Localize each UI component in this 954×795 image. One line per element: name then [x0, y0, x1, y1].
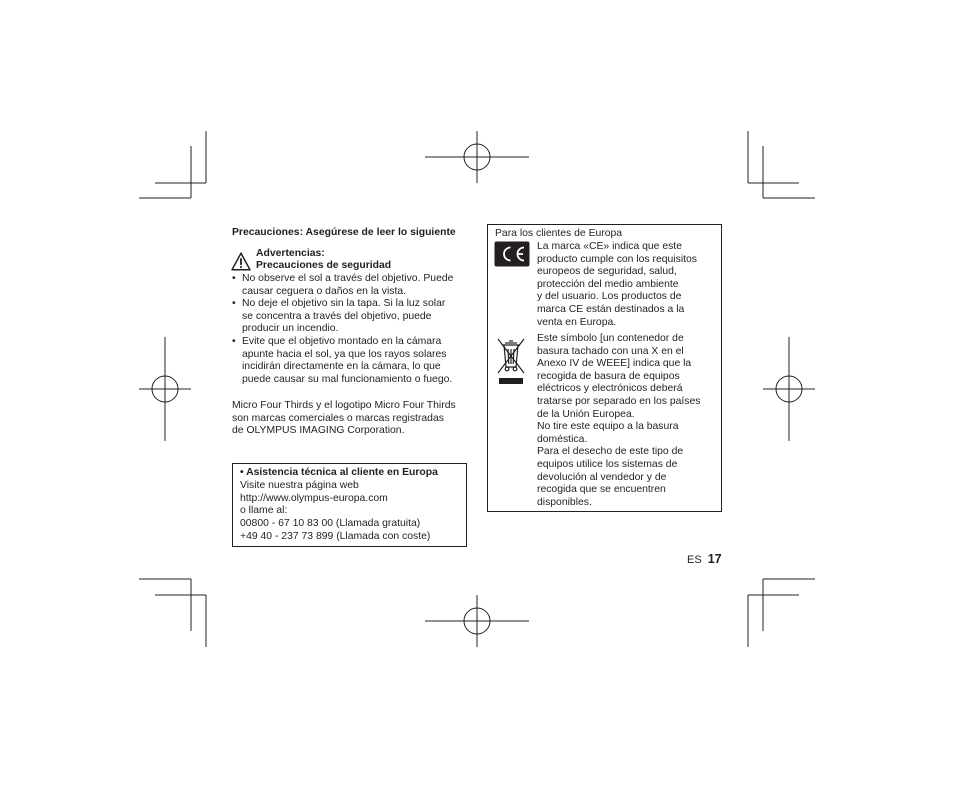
- bullet-line: puede causar su mal funcionamiento o fuego.: [242, 373, 453, 385]
- weee-line: devolución al vendedor y de: [537, 471, 667, 483]
- bullet-line: se concentra a través del objetivo, puede: [242, 310, 432, 322]
- ce-line: europeos de seguridad, salud,: [537, 266, 677, 278]
- trademark-line: son marcas comerciales o marcas registradas: [232, 412, 444, 424]
- ce-line: producto cumple con los requisitos: [537, 253, 697, 265]
- weee-line: tratarse por separado en los países: [537, 395, 701, 407]
- registration-mark-left: [139, 337, 191, 441]
- support-url[interactable]: http://www.olympus-europa.com: [240, 492, 388, 504]
- bullet-item: [232, 336, 472, 386]
- europe-title: Para los clientes de Europa: [495, 228, 623, 239]
- bullet-item: [232, 273, 472, 298]
- safety-bullet-list: [232, 273, 472, 386]
- trademark-notice: [232, 400, 456, 438]
- support-title: • Asistencia técnica al cliente en Europa: [240, 467, 438, 478]
- weee-line: doméstica.: [537, 433, 588, 445]
- support-info-box: [232, 463, 467, 547]
- bullet-line: • No deje el objetivo sin la tapa. Si la luz solar: [242, 298, 446, 310]
- weee-line: de la Unión Europea.: [537, 408, 635, 420]
- page-number-value: 17: [707, 552, 722, 566]
- ce-line: marca CE están destinados a la: [537, 303, 685, 315]
- bullet-item: [232, 298, 472, 336]
- section-heading: Precauciones: Asegúrese de leer lo siguiente: [232, 227, 456, 238]
- warning-title: Advertencias:: [256, 248, 325, 259]
- ce-line: venta en Europa.: [537, 316, 617, 328]
- registration-mark-bottom: [425, 595, 529, 647]
- weee-line: recogida que se encuentren: [537, 484, 666, 496]
- trademark-line: de OLYMPUS IMAGING Corporation.: [232, 425, 405, 437]
- support-line: Visite nuestra página web: [240, 479, 359, 491]
- crossed-bin-icon: [496, 337, 526, 385]
- crop-mark-top-left: [139, 131, 206, 198]
- weee-line: disponibles.: [537, 496, 592, 508]
- warning-subtitle: Precauciones de seguridad: [256, 260, 392, 271]
- warning-triangle-icon: [231, 252, 251, 271]
- registration-mark-top: [425, 131, 529, 183]
- bullet-line: • Evite que el objetivo montado en la cámara: [242, 335, 442, 347]
- ce-line: y del usuario. Los productos de: [537, 291, 682, 303]
- weee-line: recogida de basura de equipos: [537, 370, 680, 382]
- ce-line: La marca «CE» indica que este: [537, 241, 682, 252]
- weee-line: basura tachado con una X en el: [537, 345, 684, 357]
- ce-line: protección del medio ambiente: [537, 278, 679, 290]
- crop-mark-bottom-left: [139, 579, 206, 647]
- bullet-line: • No observe el sol a través del objetivo. Puede: [242, 273, 454, 284]
- crop-mark-bottom-right: [748, 579, 815, 647]
- weee-description: [537, 333, 700, 509]
- registration-mark-right: [763, 337, 815, 441]
- bullet-line: causar ceguera o daños en la vista.: [242, 285, 407, 297]
- crop-mark-top-right: [748, 131, 815, 198]
- weee-line: No tire este equipo a la basura: [537, 421, 679, 433]
- ce-mark-icon: [494, 241, 530, 267]
- support-line: o llame al:: [240, 505, 288, 517]
- weee-line: equipos utilice los sistemas de: [537, 458, 678, 470]
- bullet-line: incidirán directamente en la cámara, lo que: [242, 361, 441, 373]
- weee-line: Para el desecho de este tipo de: [537, 446, 684, 458]
- language-code: ES: [687, 554, 702, 566]
- weee-line: Anexo IV de WEEE] indica que la: [537, 358, 692, 370]
- trademark-line: Micro Four Thirds y el logotipo Micro Four Thirds: [232, 400, 456, 411]
- weee-line: Este símbolo [un contenedor de: [537, 333, 684, 344]
- bullet-line: producir un incendio.: [242, 323, 339, 335]
- support-phone-free: 00800 - 67 10 83 00 (Llamada gratuita): [240, 518, 421, 530]
- support-phone-paid: +49 40 - 237 73 899 (Llamada con coste): [240, 530, 431, 542]
- bullet-line: apunte hacia el sol, ya que los rayos solares: [242, 348, 447, 360]
- page-number: [687, 552, 722, 566]
- weee-line: eléctricos y electrónicos deberá: [537, 383, 683, 395]
- ce-description: [537, 241, 697, 329]
- europe-info-box: [487, 224, 722, 512]
